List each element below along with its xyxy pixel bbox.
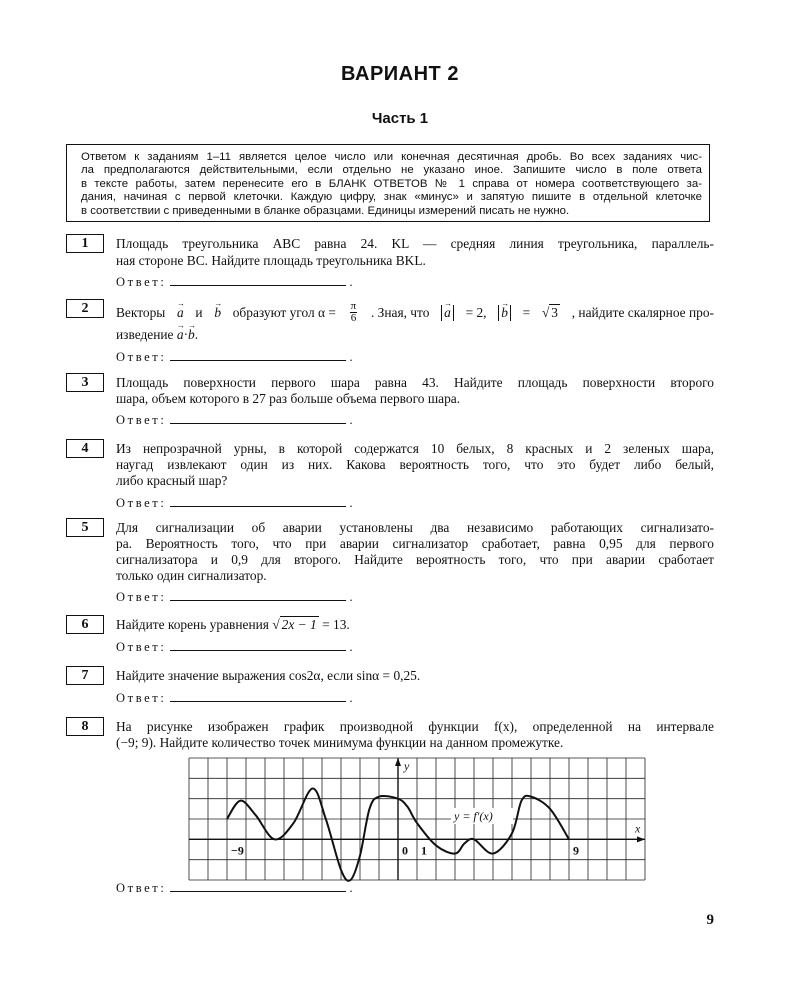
instructions-line: дания, начиная с первой клеточки. Каждую цифру, знак «минус» и запятую пишите в отдельной клеточке (81, 191, 702, 204)
x-axis-arrow (637, 836, 645, 842)
variant-title: ВАРИАНТ 2 (341, 63, 459, 85)
task-number-7: 7 (66, 666, 104, 685)
answer-label: Ответ: (116, 413, 167, 427)
answer-label: Ответ: (116, 691, 167, 705)
task-2-part: , найдите скалярное про- (571, 304, 714, 320)
task-4-text: наугад извлекают один из них. Какова вероятность того, что это будет либо белый, (116, 457, 714, 472)
task-6-part: = 13. (322, 617, 350, 632)
answer-end: . (349, 413, 353, 427)
task-4-text: Из непрозрачной урны, в которой содержатся 10 белых, 8 красных и 2 зеленых шара, (116, 441, 714, 456)
tick-label: 9 (573, 843, 579, 858)
curve-label: y = f′(x) (454, 809, 493, 823)
task-number-2: 2 (66, 299, 104, 318)
answer-field-8[interactable] (116, 881, 353, 896)
task-8-text: (−9; 9). Найдите количество точек минимума функции на данном промежутке. (116, 735, 564, 750)
answer-end: . (349, 275, 353, 289)
tick-label: 1 (421, 843, 427, 858)
instructions-line: в тексте работы, затем перенесите его в БЛАНК ОТВЕТОВ № 1 справа от номера соответствующего за- (81, 177, 702, 190)
answer-label: Ответ: (116, 496, 167, 510)
task-number-3: 3 (66, 373, 104, 392)
dot-operator: · (183, 327, 189, 342)
answer-label: Ответ: (116, 350, 167, 364)
task-8-text: На рисунке изображен график производной функции f(x), определенной на интервале (116, 719, 714, 734)
vector-b: → b (501, 305, 508, 321)
answer-blank[interactable] (170, 881, 346, 892)
tick-label: 0 (402, 843, 408, 858)
task-5-text: ра. Вероятность того, что при аварии сигнализатор сработает, равна 0,95 для первого (116, 536, 714, 551)
task-2-part: = 2, (465, 304, 487, 320)
task-2-part: . (194, 327, 199, 342)
task-number-5: 5 (66, 518, 104, 537)
answer-label: Ответ: (116, 590, 167, 604)
answer-label: Ответ: (116, 275, 167, 289)
task-number-4: 4 (66, 439, 104, 458)
y-axis-label: y (404, 759, 410, 773)
y-axis-arrow (395, 758, 401, 766)
answer-end: . (349, 691, 353, 705)
task-number-8: 8 (66, 717, 104, 736)
task-5-text: Для сигнализации об аварии установлены два независимо работающих сигнализато- (116, 520, 714, 535)
vector-a: → a (177, 305, 184, 321)
answer-end: . (349, 496, 353, 510)
task-2-part: и (195, 304, 203, 320)
frac-bottom: 6 (350, 312, 357, 324)
answer-end: . (349, 350, 353, 364)
task-4-text: либо красный шар? (116, 473, 228, 488)
sqrt-3: √ 3 (541, 304, 558, 320)
x-axis-label: x (635, 821, 641, 836)
sqrt-radicand: 2x − 1 (281, 617, 317, 632)
answer-label: Ответ: (116, 640, 167, 654)
answer-end: . (349, 590, 353, 604)
task-number-6: 6 (66, 615, 104, 634)
instructions-line: Ответом к заданиям 1–11 является целое число или конечная десятичная дробь. Во всех заданиях чис- (81, 151, 702, 163)
task-5-text: сигнализатора и 0,9 для второго. Найдите вероятность того, что при аварии сработает (116, 552, 714, 567)
task-7-text: Найдите значение выражения cos2α, если sinα = 0,25. (116, 668, 421, 683)
answer-label: Ответ: (116, 881, 167, 895)
task-2-part: Векторы (116, 304, 166, 320)
task-3-text: Площадь поверхности первого шара равна 43. Найдите площадь поверхности второго (116, 375, 714, 390)
answer-end: . (349, 640, 353, 654)
vector-a: → a (444, 305, 451, 321)
task-number-1: 1 (66, 234, 104, 253)
task-2-part: = (522, 304, 531, 320)
vector-b: → b (214, 305, 221, 321)
sqrt-expression: √ 2x − 1 (272, 617, 317, 632)
task-2-part: изведение (116, 327, 174, 342)
task-2-part: образуют угол α = (232, 304, 336, 320)
task-1-text: ная стороне BC. Найдите площадь треугольника BKL. (116, 253, 426, 268)
vector-a: → a (177, 327, 184, 343)
tick-label: −9 (231, 843, 244, 858)
frac-top: π (350, 300, 357, 312)
instructions-line: ла предполагаются действительными, если отдельно не указано иное. Запишите число в поле ответа (81, 164, 702, 177)
page-number: 9 (706, 912, 714, 928)
answer-end: . (349, 881, 353, 895)
task-3-text: шара, объем которого в 27 раз больше объема первого шара. (116, 391, 461, 406)
task-6-part: Найдите корень уравнения (116, 617, 269, 632)
instructions-line: в соответствии с приведенными в бланке образцами. Единицы измерений писать не нужно. (81, 204, 570, 217)
vector-b: → b (188, 327, 195, 343)
task-2-part: . Зная, что (370, 304, 430, 320)
task-1-text: Площадь треугольника ABC равна 24. KL — средняя линия треугольника, параллель- (116, 236, 714, 251)
task-5-text: только один сигнализатор. (116, 568, 267, 583)
sqrt-radicand: 3 (551, 304, 558, 320)
part-title: Часть 1 (371, 110, 429, 127)
